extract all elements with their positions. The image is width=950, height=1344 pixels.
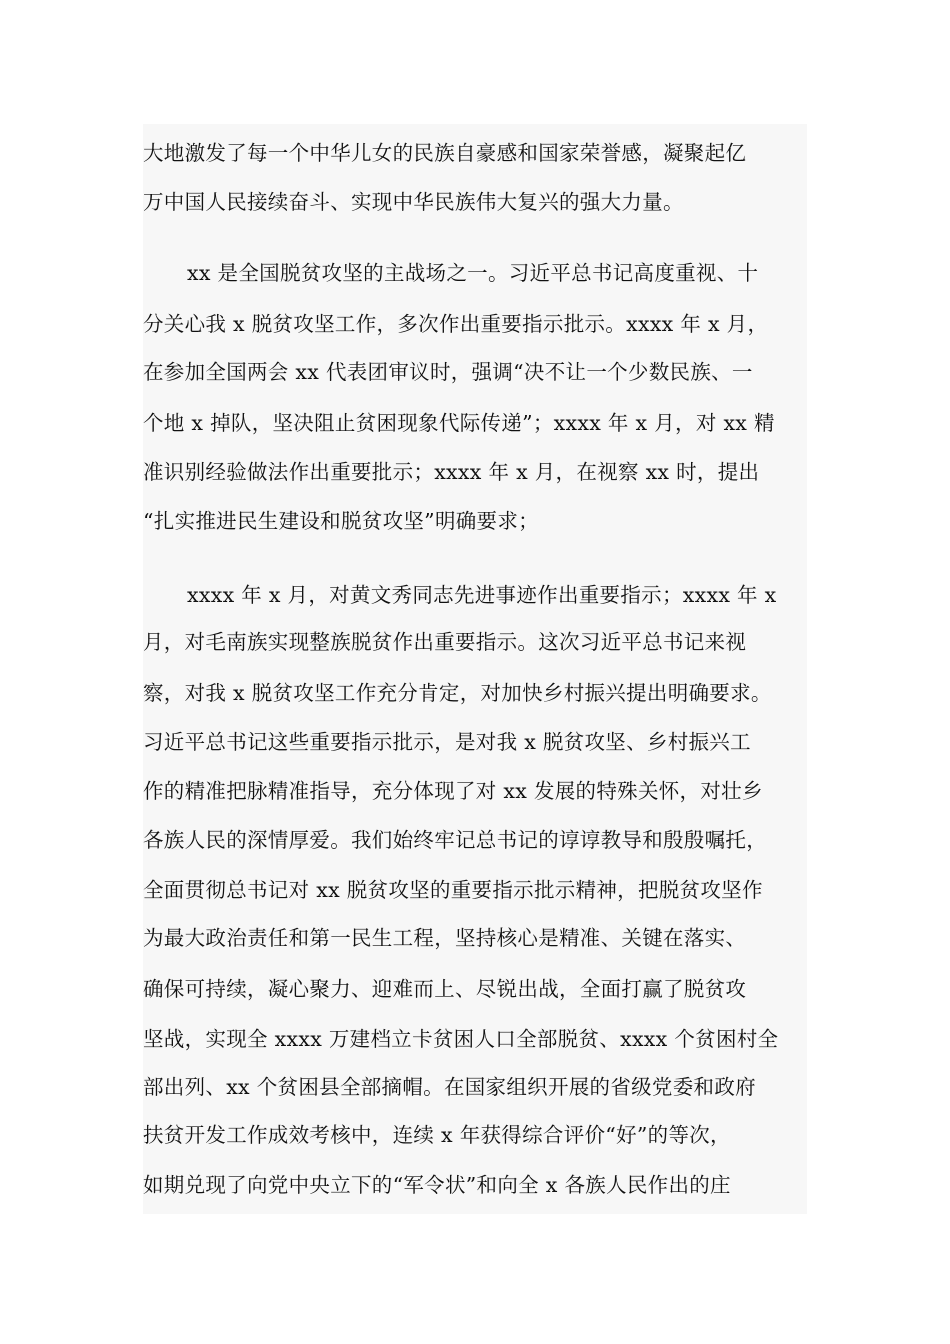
text-line: 习近平总书记这些重要指示批示，是对我 x 脱贫攻坚、乡村振兴工 bbox=[143, 730, 751, 754]
text-line: 确保可持续，凝心聚力、迎难而上、尽锐出战，全面打赢了脱贫攻 bbox=[143, 977, 747, 1001]
text-line: 在参加全国两会 xx 代表团审议时，强调“决不让一个少数民族、一 bbox=[143, 360, 753, 384]
text-line: xxxx 年 x 月，对黄文秀同志先进事迹作出重要指示；xxxx 年 x bbox=[187, 583, 777, 607]
text-line: 准识别经验做法作出重要批示；xxxx 年 x 月，在视察 xx 时，提出 bbox=[143, 460, 760, 484]
text-line: 万中国人民接续奋斗、实现中华民族伟大复兴的强大力量。 bbox=[143, 190, 684, 214]
text-line: 坚战，实现全 xxxx 万建档立卡贫困人口全部脱贫、xxxx 个贫困村全 bbox=[143, 1027, 779, 1051]
text-line: 个地 x 掉队，坚决阻止贫困现象代际传递”；xxxx 年 x 月，对 xx 精 bbox=[143, 411, 775, 435]
text-line: 部出列、xx 个贫困县全部摘帽。在国家组织开展的省级党委和政府 bbox=[143, 1075, 756, 1099]
text-line: 如期兑现了向党中央立下的“军令状”和向全 x 各族人民作出的庄 bbox=[143, 1173, 731, 1197]
text-line: 全面贯彻总书记对 xx 脱贫攻坚的重要指示批示精神，把脱贫攻坚作 bbox=[143, 878, 763, 902]
text-line: 大地激发了每一个中华儿女的民族自豪感和国家荣誉感，凝聚起亿 bbox=[143, 141, 747, 165]
text-line: 扶贫开发工作成效考核中，连续 x 年获得综合评价“好”的等次， bbox=[143, 1123, 731, 1147]
document-text-block bbox=[143, 124, 807, 1214]
text-line: xx 是全国脱贫攻坚的主战场之一。习近平总书记高度重视、十 bbox=[187, 261, 759, 285]
text-line: 分关心我 x 脱贫攻坚工作，多次作出重要指示批示。xxxx 年 x 月， bbox=[143, 312, 769, 336]
text-line: 月，对毛南族实现整族脱贫作出重要指示。这次习近平总书记来视 bbox=[143, 630, 747, 654]
text-line: 各族人民的深情厚爱。我们始终牢记总书记的谆谆教导和殷殷嘱托， bbox=[143, 828, 767, 852]
text-line: 作的精准把脉精准指导，充分体现了对 xx 发展的特殊关怀，对壮乡 bbox=[143, 779, 763, 803]
text-line: “扎实推进民生建设和脱贫攻坚”明确要求； bbox=[143, 509, 539, 533]
text-line: 为最大政治责任和第一民生工程，坚持核心是精准、关键在落实、 bbox=[143, 926, 747, 950]
text-line: 察，对我 x 脱贫攻坚工作充分肯定，对加快乡村振兴提出明确要求。 bbox=[143, 681, 772, 705]
